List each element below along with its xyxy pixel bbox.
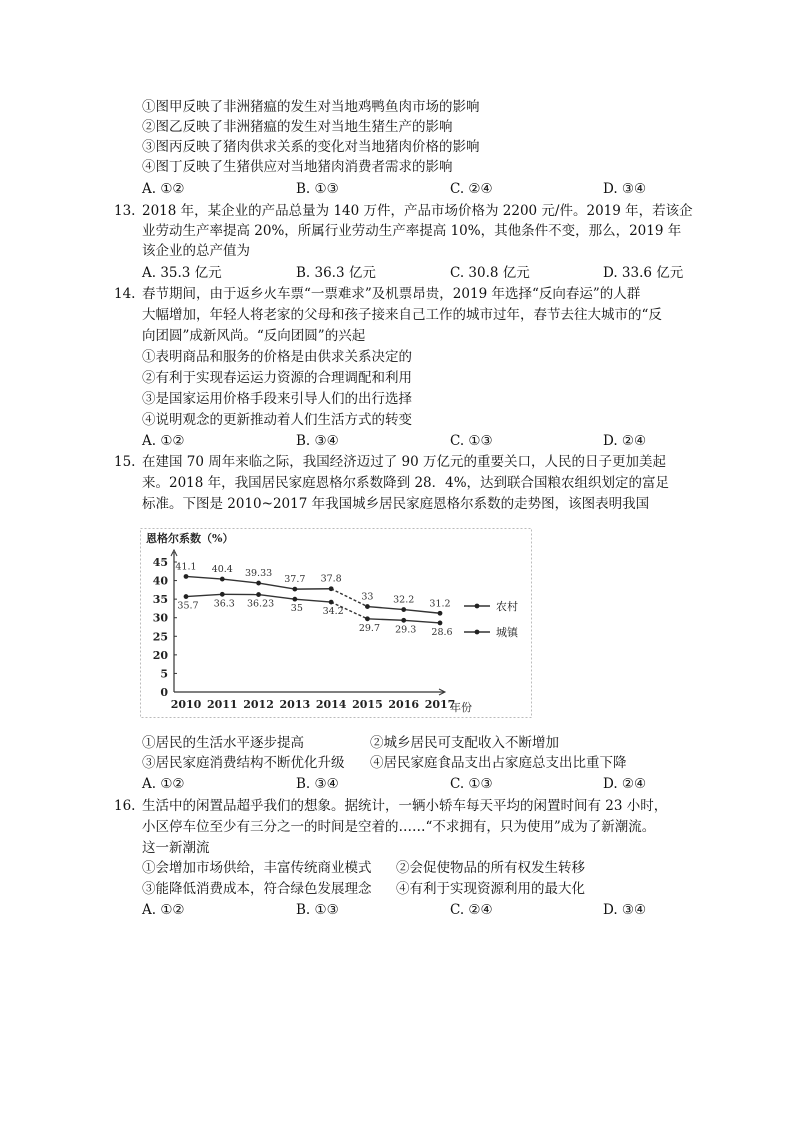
q14-line-3: 向团圆”成新风尚。“反向团圆”的兴起 (142, 328, 366, 344)
chart-point-rural (438, 611, 443, 616)
chart-x-tick-label: 2015 (352, 698, 383, 711)
q14-option-b[interactable]: B. ③④ (296, 433, 339, 449)
q14-option-d[interactable]: D. ②④ (603, 433, 647, 449)
q15-item-3: ③居民家庭消费结构不断优化升级 (142, 755, 345, 771)
chart-data-label: 37.8 (320, 573, 342, 585)
q15-option-c[interactable]: C. ①③ (450, 776, 493, 792)
chart-point-rural (401, 607, 406, 612)
q16-item-2: ②会促使物品的所有权发生转移 (396, 860, 585, 876)
q16-line-2: 小区停车位至少有三分之一的时间是空着的……“不求拥有，只为使用”成为了新潮流。 (142, 819, 656, 835)
chart-y-tick-label: 25 (152, 630, 168, 644)
q16-option-d[interactable]: D. ③④ (603, 902, 647, 918)
chart-data-label: 34.2 (322, 606, 344, 618)
q12-option-a[interactable]: A. ①② (142, 181, 185, 197)
chart-x-tick-label: 2013 (279, 698, 311, 711)
chart-point-rural (292, 587, 297, 592)
q16-option-a[interactable]: A. ①② (142, 902, 185, 918)
chart-point-urban (184, 594, 189, 599)
chart-y-tick-label: 40 (152, 574, 168, 588)
chart-data-label: 29.3 (395, 624, 417, 636)
q15-line-3: 标准。下图是 2010~2017 年我国城乡居民家庭恩格尔系数的走势图，该图表明我国 (142, 496, 650, 512)
chart-point-rural (220, 577, 225, 582)
chart-x-tick-label: 2014 (315, 698, 347, 711)
q13-line-1: 2018 年，某企业的产品总量为 140 万件，产品市场价格为 2200 元/件。2019 年，若该企 (142, 203, 693, 219)
chart-x-tick-label: 2010 (170, 698, 202, 711)
chart-y-tick-label: 5 (160, 667, 168, 681)
q16-item-3: ③能降低消费成本，符合绿色发展理念 (142, 881, 372, 897)
q13-line-2: 业劳动生产率提高 20%，所属行业劳动生产率提高 10%，其他条件不变，那么，2019 年 (142, 223, 682, 239)
q16-number: 16. (114, 798, 136, 814)
q15-option-a[interactable]: A. ①② (142, 776, 185, 792)
chart-point-urban (438, 621, 443, 626)
chart-point-rural (256, 581, 261, 586)
q14-number: 14. (114, 286, 136, 302)
legend-label-rural: 农村 (496, 600, 518, 613)
chart-data-label: 33 (361, 591, 374, 603)
chart-y-tick-label: 45 (152, 556, 168, 569)
chart-data-label: 35.7 (177, 600, 199, 612)
q14-item-3: ③是国家运用价格手段来引导人们的出行选择 (142, 391, 412, 407)
q12-item-2: ②图乙反映了非洲猪瘟的发生对当地生猪生产的影响 (142, 119, 453, 135)
q16-option-b[interactable]: B. ①③ (296, 902, 339, 918)
chart-data-label: 37.7 (284, 574, 306, 586)
chart-data-label: 35 (290, 603, 303, 615)
q14-item-1: ①表明商品和服务的价格是由供求关系决定的 (142, 349, 412, 365)
q16-item-4: ④有利于实现资源利用的最大化 (396, 881, 585, 897)
chart-x-tick-label: 2011 (206, 698, 238, 711)
chart-point-urban (292, 597, 297, 602)
chart-point-rural (329, 586, 334, 591)
q12-item-1: ①图甲反映了非洲猪瘟的发生对当地鸡鸭鱼肉市场的影响 (142, 99, 480, 115)
q13-option-a[interactable]: A. 35.3 亿元 (142, 265, 222, 281)
q13-line-3: 该企业的总产值为 (142, 243, 250, 259)
q14-line-1: 春节期间，由于返乡火车票“一票难求”及机票昂贵，2019 年选择“反向春运”的人群 (142, 286, 641, 302)
q15-line-1: 在建国 70 周年来临之际，我国经济迈过了 90 万亿元的重要关口，人民的日子更加美起 (142, 454, 667, 470)
q16-line-3: 这一新潮流 (142, 840, 210, 856)
q12-item-3: ③图丙反映了猪肉供求关系的变化对当地猪肉价格的影响 (142, 139, 480, 155)
chart-data-label: 36.3 (213, 598, 235, 610)
q16-option-c[interactable]: C. ②④ (450, 902, 493, 918)
q15-item-1: ①居民的生活水平逐步提高 (142, 735, 304, 751)
q14-item-4: ④说明观念的更新推动着人们生活方式的转变 (142, 412, 412, 428)
chart-x-tick-label: 2012 (243, 698, 274, 711)
q12-option-d[interactable]: D. ③④ (603, 181, 647, 197)
q15-line-2: 来。2018 年，我国居民家庭恩格尔系数降到 28．4%，达到联合国粮农组织划定的富足 (142, 475, 670, 491)
q12-item-4: ④图丁反映了生猪供应对当地猪肉消费者需求的影响 (142, 159, 453, 175)
chart-point-urban (220, 592, 225, 597)
chart-data-label: 36.23 (246, 598, 275, 610)
chart-point-urban (329, 600, 334, 605)
chart-ylabel: 恩格尔系数（%） (146, 532, 234, 545)
chart-point-urban (256, 592, 261, 597)
q15-option-b[interactable]: B. ③④ (296, 776, 339, 792)
chart-data-label: 41.1 (175, 561, 197, 573)
chart-y-tick-label: 30 (152, 611, 168, 625)
chart-data-label: 39.33 (244, 568, 273, 580)
q14-line-2: 大幅增加，年轻人将老家的父母和孩子接来自己工作的城市过年，春节去往大城市的“反 (142, 307, 662, 323)
q15-option-d[interactable]: D. ②④ (603, 776, 647, 792)
q12-option-b[interactable]: B. ①③ (296, 181, 339, 197)
chart-data-label: 28.6 (431, 626, 453, 638)
q13-option-d[interactable]: D. 33.6 亿元 (603, 265, 684, 281)
q13-number: 13. (114, 203, 136, 219)
chart-point-urban (365, 616, 370, 621)
chart-xlabel: 年份 (450, 701, 472, 714)
legend-label-urban: 城镇 (496, 626, 518, 639)
chart-y-tick-label: 35 (152, 593, 168, 607)
q14-item-2: ②有利于实现春运运力资源的合理调配和利用 (142, 370, 412, 386)
legend-marker-urban (475, 630, 480, 635)
q14-option-a[interactable]: A. ①② (142, 433, 185, 449)
chart-point-rural (365, 604, 370, 609)
q16-item-1: ①会增加市场供给，丰富传统商业模式 (142, 860, 372, 876)
engel-coefficient-chart (140, 528, 532, 718)
chart-y-tick-label: 20 (152, 648, 168, 662)
chart-point-rural (184, 574, 189, 579)
chart-point-urban (401, 618, 406, 623)
q15-item-4: ④居民家庭食品支出占家庭总支出比重下降 (370, 755, 627, 771)
chart-data-label: 32.2 (393, 594, 415, 606)
chart-x-tick-label: 2016 (388, 698, 420, 711)
q13-option-b[interactable]: B. 36.3 亿元 (296, 265, 376, 281)
chart-data-label: 31.2 (429, 598, 451, 610)
q15-item-2: ②城乡居民可支配收入不断增加 (370, 735, 559, 751)
q15-number: 15. (114, 454, 136, 470)
q13-option-c[interactable]: C. 30.8 亿元 (450, 265, 530, 281)
chart-y-tick-label: 0 (160, 686, 168, 699)
q16-line-1: 生活中的闲置品超乎我们的想象。据统计，一辆小轿车每天平均的闲置时间有 23 小时， (142, 798, 668, 814)
chart-data-label: 29.7 (358, 622, 381, 634)
q14-option-c[interactable]: C. ①③ (450, 433, 493, 449)
q12-option-c[interactable]: C. ②④ (450, 181, 493, 197)
chart-data-label: 40.4 (211, 564, 233, 576)
legend-marker-rural (475, 604, 480, 609)
chart-frame (141, 529, 532, 718)
chart-x-tick-label: 2017 (424, 698, 456, 711)
